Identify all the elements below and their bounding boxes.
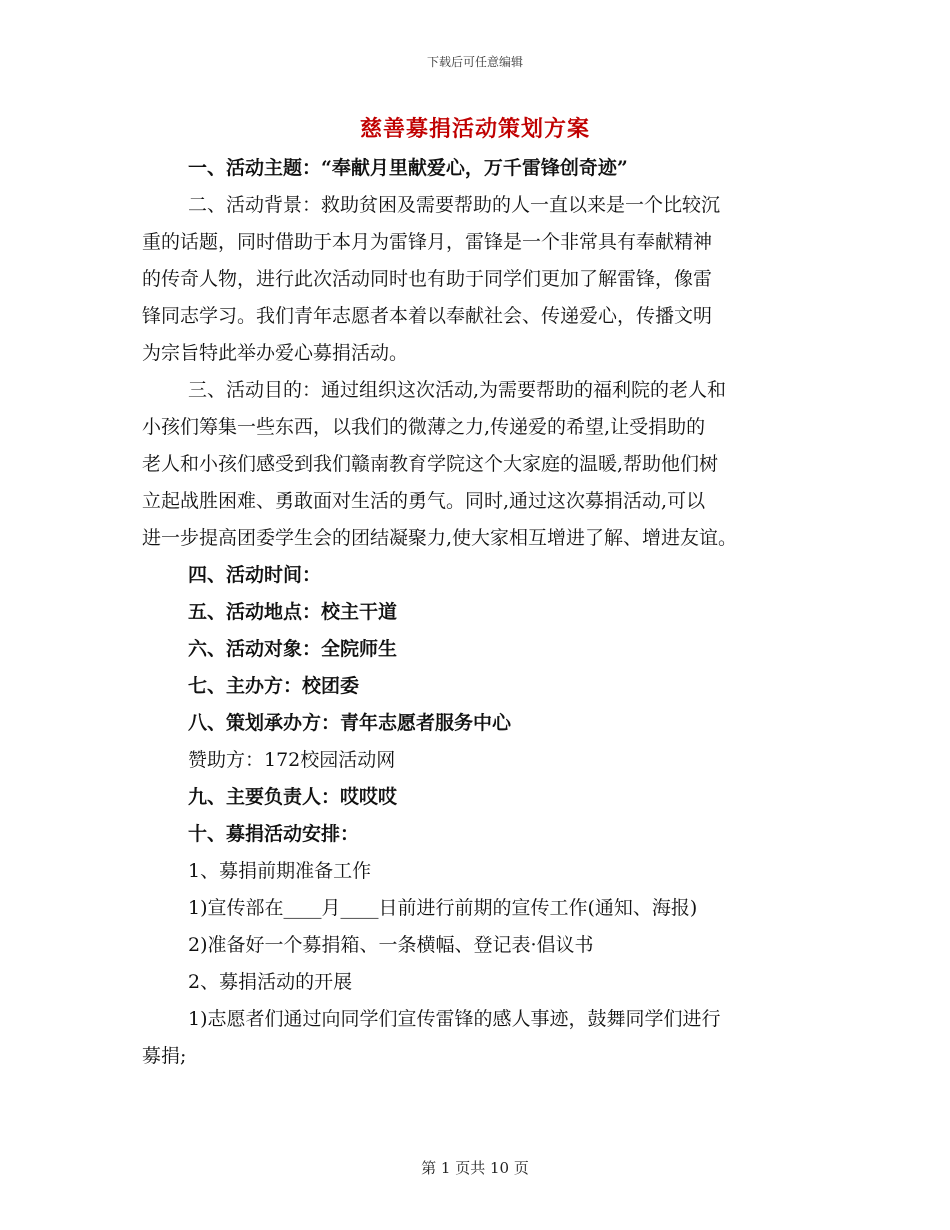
section-heading-line: 一、活动主题：“奉献月里献爱心，万千雷锋创奇迹” bbox=[188, 157, 628, 179]
document-body bbox=[142, 150, 822, 1075]
section-heading-line: 十、募捐活动安排： bbox=[188, 823, 360, 845]
paragraph-line: 为宗旨特此举办爱心募捐活动。 bbox=[142, 342, 409, 364]
paragraph-line: 老人和小孩们感受到我们赣南教育学院这个大家庭的温暖,帮助他们树 bbox=[142, 453, 719, 475]
paragraph-line: 2、募捐活动的开展 bbox=[188, 971, 353, 993]
section-heading-line: 六、活动对象：全院师生 bbox=[188, 638, 398, 660]
paragraph-line: 重的话题，同时借助于本月为雷锋月，雷锋是一个非常具有奉献精神 bbox=[142, 231, 713, 253]
paragraph-line: 2)准备好一个募捐箱、一条横幅、登记表·倡议书 bbox=[188, 934, 594, 956]
paragraph-line: 1)志愿者们通过向同学们宣传雷锋的感人事迹，鼓舞同学们进行 bbox=[188, 1008, 721, 1030]
paragraph-line: 立起战胜困难、勇敢面对生活的勇气。同时,通过这次募捐活动,可以 bbox=[142, 490, 706, 512]
header-note: 下载后可任意编辑 bbox=[426, 55, 523, 69]
paragraph-line: 的传奇人物，进行此次活动同时也有助于同学们更加了解雷锋，像雷 bbox=[142, 268, 713, 290]
section-heading-line: 九、主要负责人：哎哎哎 bbox=[188, 786, 398, 808]
paragraph-line: 小孩们筹集一些东西，以我们的微薄之力,传递爱的希望,让受捐助的 bbox=[142, 416, 706, 438]
section-heading-line: 四、活动时间： bbox=[188, 564, 322, 586]
document-title: 慈善募捐活动策划方案 bbox=[359, 116, 590, 142]
paragraph-line: 1、募捐前期准备工作 bbox=[188, 860, 372, 882]
paragraph-line: 赞助方：172校园活动网 bbox=[188, 749, 396, 771]
paragraph-line: 三、活动目的：通过组织这次活动,为需要帮助的福利院的老人和 bbox=[188, 379, 727, 401]
paragraph-line: 1)宣传部在____月____日前进行前期的宣传工作(通知、海报) bbox=[188, 897, 698, 919]
section-heading-line: 七、主办方：校团委 bbox=[188, 675, 360, 697]
section-heading-line: 八、策划承办方：青年志愿者服务中心 bbox=[188, 712, 512, 734]
page-number: 第 1 页共 10 页 bbox=[421, 1159, 529, 1177]
paragraph-line: 进一步提高团委学生会的团结凝聚力,使大家相互增进了解、增进友谊。 bbox=[142, 527, 738, 549]
paragraph-line: 募捐; bbox=[142, 1045, 187, 1067]
paragraph-line: 锋同志学习。我们青年志愿者本着以奉献社会、传递爱心，传播文明 bbox=[142, 305, 713, 327]
paragraph-line: 二、活动背景：救助贫困及需要帮助的人一直以来是一个比较沉 bbox=[188, 194, 721, 216]
section-heading-line: 五、活动地点：校主干道 bbox=[188, 601, 398, 623]
